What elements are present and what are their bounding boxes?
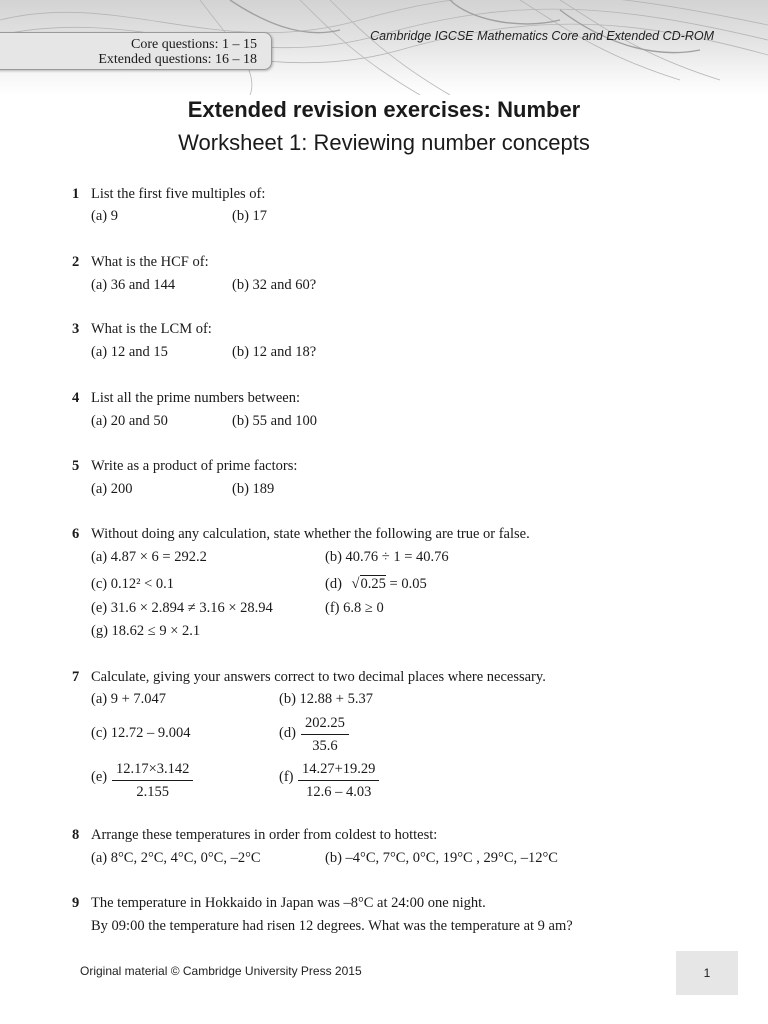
question-number: 7 [72,669,80,685]
part-a: (a) 36 and 144 [91,277,176,293]
question-number: 5 [72,458,80,474]
question-number: 6 [72,526,80,542]
part-d [325,576,427,593]
part-b: (b) 12 and 18? [232,344,317,360]
question-stem: What is the LCM of: [91,321,212,337]
part-d-label: (d) [279,725,296,741]
part-c: (c) 12.72 – 9.004 [91,725,191,741]
question-stem: The temperature in Hokkaido in Japan was –8°C at 24:00 one night. [91,895,486,911]
numerator: 202.25 [301,715,349,735]
question-continuation: By 09:00 the temperature had risen 12 degrees. What was the temperature at 9 am? [91,918,573,934]
fraction-e [112,761,193,801]
denominator: 35.6 [312,738,338,754]
part-a: (a) 200 [91,481,133,497]
question-stem: Arrange these temperatures in order from coldest to hottest: [91,827,438,843]
denominator: 2.155 [136,784,170,800]
part-a: (a) 20 and 50 [91,413,168,429]
page-number: 1 [676,951,738,995]
part-c: (c) 0.12² < 0.1 [91,576,174,592]
page-title: Extended revision exercises: Number [187,97,581,122]
part-d-result: = 0.05 [389,576,427,592]
question-stem: What is the HCF of: [91,254,209,270]
question-stem: Write as a product of prime factors: [91,458,298,474]
part-g: (g) 18.62 ≤ 9 × 2.1 [91,623,201,639]
fraction-d [301,715,349,755]
numerator: 12.17×3.142 [112,761,193,781]
part-d-label: (d) [325,576,342,592]
question-stem: List all the prime numbers between: [91,390,300,406]
part-e: (e) 31.6 × 2.894 ≠ 3.16 × 28.94 [91,600,273,616]
question-number: 4 [72,390,80,406]
square-root-icon: √ [351,576,360,592]
part-b: (b) 32 and 60? [232,277,317,293]
question-range-box [0,32,272,70]
part-a: (a) 12 and 15 [91,344,168,360]
part-f: (f) 6.8 ≥ 0 [325,600,384,616]
question-stem: Calculate, giving your answers correct to two decimal places where necessary. [91,669,546,685]
part-a: (a) 9 + 7.047 [91,691,167,707]
part-a: (a) 4.87 × 6 = 292.2 [91,549,207,565]
part-b: (b) 189 [232,481,275,497]
extended-questions-label: Extended questions: 16 – 18 [98,52,257,67]
part-b: (b) 40.76 ÷ 1 = 40.76 [325,549,449,565]
part-b: (b) 17 [232,208,268,224]
part-b: (b) 12.88 + 5.37 [279,691,373,707]
fraction-f [298,761,379,801]
question-number: 8 [72,827,80,843]
denominator: 12.6 – 4.03 [306,784,372,800]
copyright-notice: Original material © Cambridge University Press 2015 [80,964,362,978]
question-number: 1 [72,186,80,202]
radicand: 0.25 [360,576,386,592]
worksheet-subtitle: Worksheet 1: Reviewing number concepts [178,130,590,155]
question-number: 9 [72,895,80,911]
part-e-label: (e) [91,769,108,785]
question-number: 3 [72,321,80,337]
part-f-label: (f) [279,769,294,785]
question-number: 2 [72,254,80,270]
question-stem: Without doing any calculation, state whether the following are true or false. [91,526,530,542]
question-stem: List the first five multiples of: [91,186,266,202]
core-questions-label: Core questions: 1 – 15 [131,37,257,52]
numerator: 14.27+19.29 [298,761,379,781]
publication-title: Cambridge IGCSE Mathematics Core and Extended CD-ROM [370,29,714,43]
part-b: (b) –4°C, 7°C, 0°C, 19°C , 29°C, –12°C [325,850,558,866]
part-a: (a) 9 [91,208,118,224]
part-b: (b) 55 and 100 [232,413,317,429]
part-a: (a) 8°C, 2°C, 4°C, 0°C, –2°C [91,850,261,866]
